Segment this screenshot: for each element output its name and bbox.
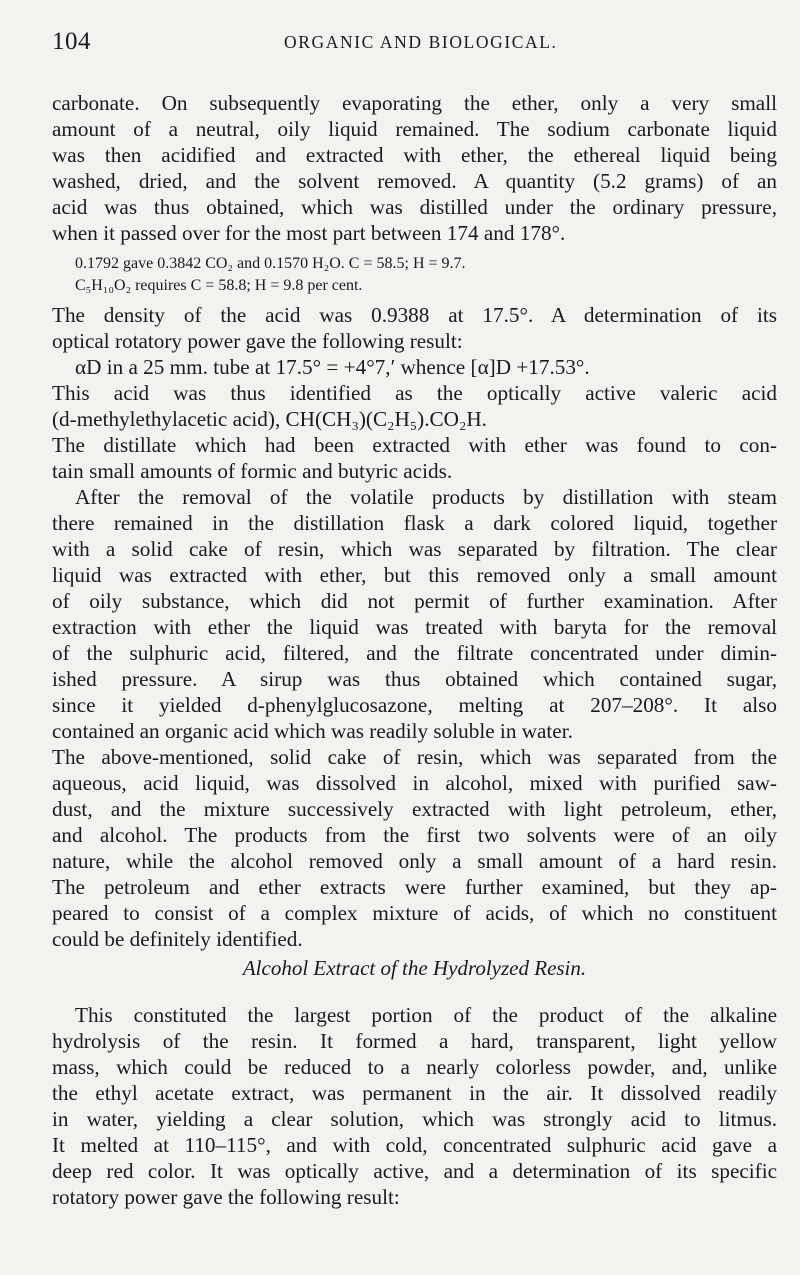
text-line: This acid was thus identified as the optically active valeric acid xyxy=(52,381,777,405)
section-title: Alcohol Extract of the Hydrolyzed Resin. xyxy=(242,956,587,980)
text-line: The petroleum and ether extracts were further examined, but they ap- xyxy=(52,875,777,899)
analysis-line: 0.1792 gave 0.3842 CO₂ and 0.1570 H₂O. C = 58.5; H = 9.7. xyxy=(75,255,466,272)
text-line: (d-methylethylacetic acid), CH(CH₃)(C₂H₅).CO₂H. xyxy=(52,407,487,431)
page-number: 104 xyxy=(52,28,91,55)
text-line: when it passed over for the most part between 174 and 178°. xyxy=(52,221,566,245)
text-line: This constituted the largest portion of the product of the alkaline xyxy=(75,1003,777,1027)
running-title: ORGANIC AND BIOLOGICAL. xyxy=(284,32,558,52)
text-line: The distillate which had been extracted with ether was found to con- xyxy=(52,433,777,457)
text-line: rotatory power gave the following result: xyxy=(52,1185,400,1209)
text-line: The density of the acid was 0.9388 at 17.5°. A determination of its xyxy=(52,303,777,327)
text-line: in water, yielding a clear solution, which was strongly acid to litmus. xyxy=(52,1107,777,1131)
text-line: the ethyl acetate extract, was permanent in the air. It dissolved readily xyxy=(52,1081,777,1105)
text-line: with a solid cake of resin, which was separated by filtration. The clear xyxy=(52,537,777,561)
body-text xyxy=(52,90,777,246)
rotation-line: αD in a 25 mm. tube at 17.5° = +4°7,′ whence [α]D +17.53°. xyxy=(75,355,590,379)
text-line: mass, which could be reduced to a nearly colorless powder, and, unlike xyxy=(52,1055,777,1079)
text-line: optical rotatory power gave the following result: xyxy=(52,329,463,353)
text-line: carbonate. On subsequently evaporating the ether, only a very small xyxy=(52,91,777,115)
section-heading xyxy=(52,955,777,981)
text-line: was then acidified and extracted with ether, the ethereal liquid being xyxy=(52,143,777,167)
body-text xyxy=(52,1002,777,1210)
text-line: After the removal of the volatile products by distillation with steam xyxy=(75,485,777,509)
analysis-line: C₅H₁₀O₂ requires C = 58.8; H = 9.8 per cent. xyxy=(75,277,363,294)
text-line: liquid was extracted with ether, but this removed only a small amount xyxy=(52,563,777,587)
text-line: deep red color. It was optically active, and a determination of its specific xyxy=(52,1159,777,1183)
text-line: hydrolysis of the resin. It formed a hard, transparent, light yellow xyxy=(52,1029,777,1053)
text-line: there remained in the distillation flask a dark colored liquid, together xyxy=(52,511,777,535)
text-line: nature, while the alcohol removed only a small amount of a hard resin. xyxy=(52,849,777,873)
text-line: contained an organic acid which was readily soluble in water. xyxy=(52,719,573,743)
text-line: of oily substance, which did not permit of further examination. After xyxy=(52,589,777,613)
text-line: The above-mentioned, solid cake of resin, which was separated from the xyxy=(52,745,777,769)
text-line: extraction with ether the liquid was treated with baryta for the removal xyxy=(52,615,777,639)
page-header xyxy=(52,28,760,58)
text-line: washed, dried, and the solvent removed. A quantity (5.2 grams) of an xyxy=(52,169,777,193)
text-line: and alcohol. The products from the first two solvents were of an oily xyxy=(52,823,777,847)
text-line: of the sulphuric acid, filtered, and the filtrate concentrated under dimin- xyxy=(52,641,777,665)
text-line: dust, and the mixture successively extracted with light petroleum, ether, xyxy=(52,797,777,821)
text-line: since it yielded d-phenylglucosazone, melting at 207–208°. It also xyxy=(52,693,777,717)
text-line: It melted at 110–115°, and with cold, concentrated sulphuric acid gave a xyxy=(52,1133,777,1157)
text-line: peared to consist of a complex mixture of acids, of which no constituent xyxy=(52,901,777,925)
text-line: acid was thus obtained, which was distilled under the ordinary pressure, xyxy=(52,195,777,219)
text-line: ished pressure. A sirup was thus obtained which contained sugar, xyxy=(52,667,777,691)
text-line: amount of a neutral, oily liquid remained. The sodium carbonate liquid xyxy=(52,117,777,141)
text-line: could be definitely identified. xyxy=(52,927,303,951)
analysis-block xyxy=(52,253,777,297)
text-line: aqueous, acid liquid, was dissolved in alcohol, mixed with purified saw- xyxy=(52,771,777,795)
body-text xyxy=(52,302,777,952)
text-line: tain small amounts of formic and butyric acids. xyxy=(52,459,453,483)
